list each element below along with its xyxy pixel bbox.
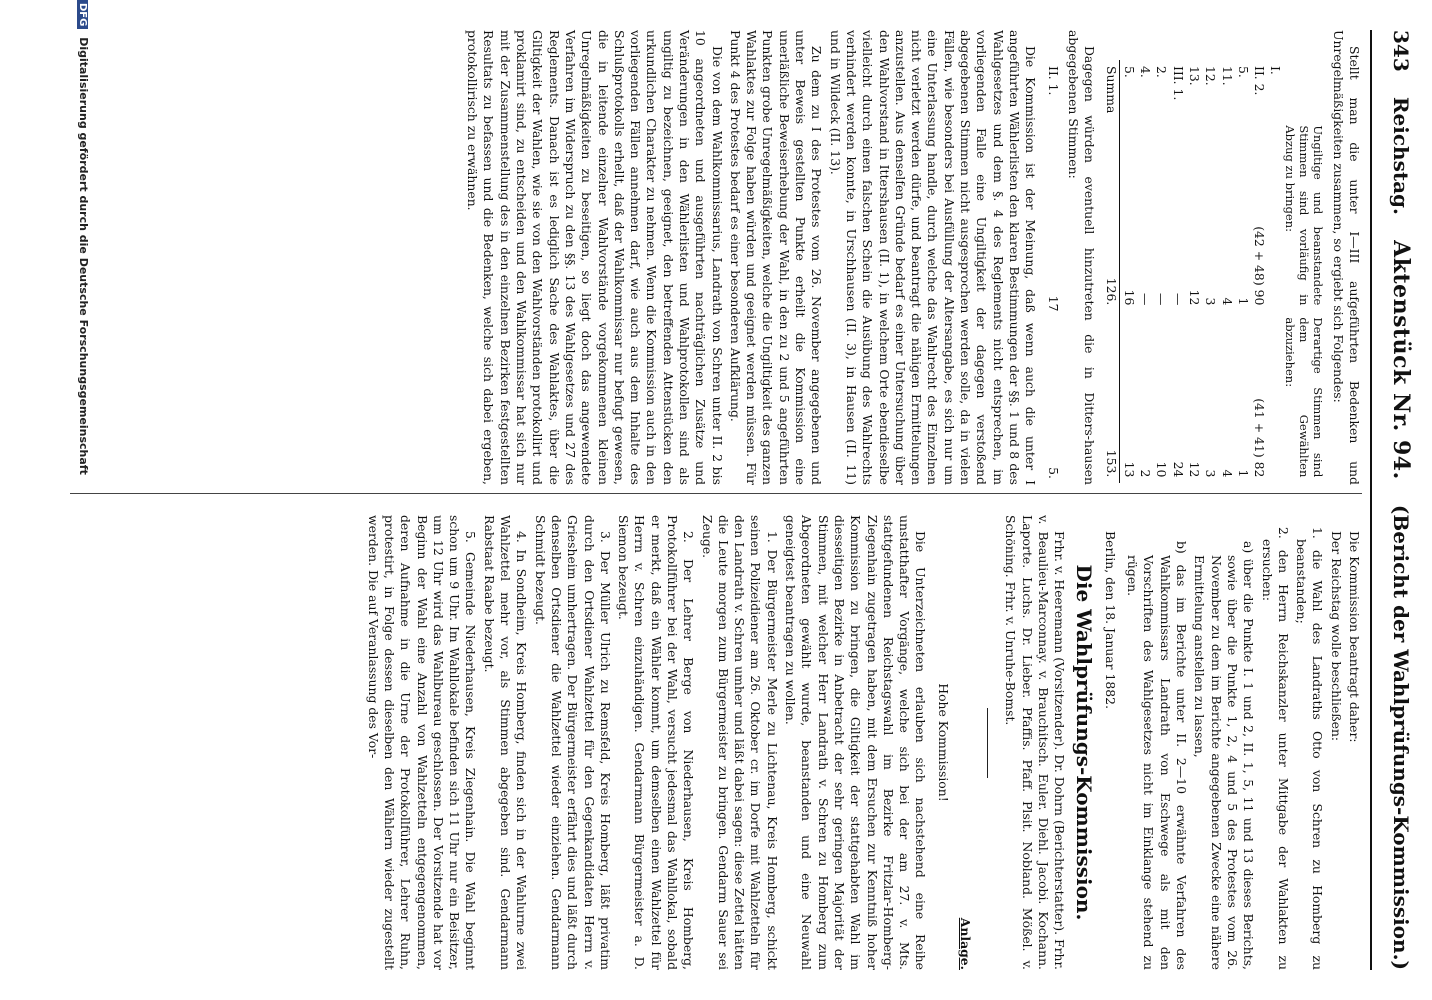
table-row: II. 1. 17 5. [1045, 66, 1061, 479]
paragraph: Stellt man die unter I—III aufgeführten Bedenken und Unregelmäßigkeiten zusammen, so ergiebt sich Folgendes: [1330, 30, 1362, 485]
paragraph: 5. Gemeinde Niederhausen, Kreis Ziegenhain. Die Wahl beginnt schon um 9 Uhr. Im Wahllokale befinden sich 11 Uhr nur ein Beisitzer, um 12 Uhr wird das Wahlbureau geschlossen. Der Vorsitzende hat vor Beginn der Wahl eine Anzahl von Wahlzetteln entgegengenommen, deren Aufnahme in die Urne der Protokollführer, Lehrer Ruhn, protestirt, in Folge dessen dieselben den Wählern wieder zugestellt werden. Die auf Veranlassung des Vor- [365, 515, 479, 970]
page-header [1380, 30, 1414, 970]
dfg-logo: DFG [77, 0, 88, 29]
list-item: 1. die Wahl des Landraths Otto von Schren zu Homberg zu beanstanden; [1294, 527, 1326, 970]
paragraph: 2. Der Lehrer Berge von Niederhausen, Kreis Homberg, Protokollführer bei der Wahl, versucht jedesmal das Wahllokal, sobald er merkt, daß ein Wähler kommt, um demselben einen Wahlzettel für Herrn v. Schren einzuhändigen. Gendarmann Bürgermeister a. D. Siemon bezeugt. [616, 515, 697, 970]
table-row: III. 1. — 24 [1170, 66, 1186, 478]
paragraph: Die Kommission beantragt daher: [1347, 531, 1362, 743]
paragraph: 1. Der Bürgermeister Merle zu Lichtenau, Kreis Homberg, schickt seinen Polizeidiener am 26. Oktober cr. im Dorfe mit Wahlzetteln für den Landrath v. Schren umher und läßt dabei sagen: diese Zettel hätten die Leute morgen zum Bürgermeister zu bringen. Gendarm Sauer sei Zeuge. [699, 515, 780, 970]
list-item: a) über die Punkte I. 1 und 2, II. 1, 5, 11 und 13 dieses Berichts, sowie über die Punkte 1, 2, 4 und 5 des Protestes vom 26. November zu dem im Berichte angegebenen Zwecke eine nähere Ermittelung anstellen zu lassen, [1192, 541, 1257, 970]
tally-head [1283, 60, 1325, 483]
tally-table-2 [1044, 60, 1060, 485]
table-row: 4. — 2 [1138, 66, 1154, 478]
paragraph: 3. Der Müller Ulrich zu Remsfeld, Kreis Homberg, läßt privatim durch den Ortsdiener Wahlzettel für den Gegenkandidaten Herrn v. Griesheim umhertragen. Der Bürgermeister erfährt dies und läßt durch denselben Ortsdiener die Wahlzettel wieder einziehen. Gendarmann Schmidt bezeugt. [532, 515, 613, 970]
table-row: I. [1268, 66, 1284, 75]
left-column [462, 30, 1362, 485]
page-number: 343 [1389, 30, 1413, 72]
paragraph: Der Reichstag wolle beschließen: [1328, 531, 1344, 742]
table-row: 2. — 10 [1154, 66, 1170, 478]
appendix-heading: Anlage. [958, 917, 974, 970]
column-divider [70, 493, 1362, 494]
paragraph: Die von dem Wahlkommissarius, Landrath von Schren unter II. 2 bis 10 angeordneten und ausgeführten nachträglichen Zusätze und Veränderungen in den Wählerlisten und Wahlprotokollen sind als ungiltig zu bezeichnen, geeignet, den betreffenden Attenstücken den urkundlichen Charakter zu nehmen. Wenn die Kommission auch in den vorliegenden Fällen annehmen darf, wie auch aus dem Inhalte des Schlußprotokolls erhellt, daß der Wahlkommissar nur befugt gewesen, die in leitende einzelner Wahlvorstände vorgekommenen kleinen Unregelmäßigkeiten zu beseitigen, so liegt doch das angewendete Verfahren im Widerspruch zu den §§. 13 des Wahlgesetzes und 27 des Reglements. Danach ist es lediglich Sache des Wahlaktes, über die Giltigkeit der Wahlen, wie sie von den Wahlvorständen protokollirt und proklamirt sind, zu entscheiden und den Wahlkommissar hat sich nur mit der Zusammenstellung des in den einzelnen Bezirken festgestellten Resultats zu befassen und die Bedenken, welche sich dabei ergeben, protokollirisch zu erwähnen. [465, 30, 725, 485]
header-left: Reichstag. [1389, 96, 1413, 215]
table-row: 11. 4 4 [1219, 66, 1235, 478]
header-right: (Bericht der Wahlprüfungs-Kommission.) [1389, 504, 1413, 970]
sum-row: Summa 126. 153. [1103, 60, 1120, 483]
paragraph: Die Kommission ist der Meinung, daß wenn auch die unter I angeführten Wählerlisten den klaren Bestimmungen der §§. 1 und 8 des Wahlgesetzes und dem §. 4 des Reglements nicht entsprechen, im vorliegenden Falle eine Ungiltigkeit der dagegen verstoßend abgegebenen Stimmen nicht ausgesprochen werden solle, da in vielen Fällen, wie besonders bei Ausfüllung der Altersangabe, es sich nur um eine Unterlassung handle, durch welche das Wahlrecht des Einzelnen nicht verletzt werden dürfe, und beantragt die nähigen Ermittelungen anzustellen. Aus denselfen Gründe bedarf es einer Untersuchung über den Wahlvorstand in Ittershausen (II. 1), in welchem Orte ebendieselbe vielleicht durch einen falschen Schein die Ausübung des Wahlrechts verhindert werden konnte, in Urschhausen (II. 3), in Hausen (II. 11) und in Wildeck (II. 13). [827, 30, 1039, 485]
table-row: 13. 12 12 [1186, 66, 1202, 478]
digitization-credit [68, 0, 90, 1000]
table-row: II. 2. (42 + 48) 90 (41 + 41) 82 [1252, 66, 1268, 478]
table-row: 12. 3 3 [1203, 66, 1219, 478]
date-line: Berlin, den 18. Januar 1882. [1102, 531, 1118, 710]
header-rule [1370, 30, 1372, 970]
table-row: 5. 1 1 [1235, 66, 1251, 478]
list-item: 2. den Herrn Reichskanzler unter Mittgabe der Wahlakten zu ersuchen: [1259, 527, 1291, 970]
members-list: Frhr. v. Heeremann (Vorsitzender). Dr. Dohrn (Berichterstatter). Frhr. v. Beaulieu-Marconnay. v. Brauchitsch. Euler. Diehl. Jacobi. Kochann. Laporte. Luchs. Dr. Lieber. Pfaffis. Pfaff. Plsit. Nobland. Mößel. v. Schöning. Frhr. v. Unruhe-Bomst. [1003, 515, 1068, 970]
paragraph: 4. In Sondheim, Kreis Homberg, finden sich in der Wahlurne zwei Wahlzettel mehr vor, als Stimmen abgegeben sind. Gendarmann Rabstaat Raabe bezeugt. [481, 515, 530, 970]
document-title: Aktenstück Nr. 94. [1388, 240, 1414, 480]
short-rule [987, 708, 988, 778]
paragraph: Die Unterzeichneten erlauben sich nachstehend eine Reihe unstatthafter Vorgänge, welche sich bei der am 27. v. Mts. stattgefundenen Reichstagswahl im Bezirke Fritzlar-Homberg-Ziegenhain zugetragen haben, mit dem Ersuchen zur Kenntniß hoher Kommission zu bringen, die Giltigkeit der stattgehabten Wahl im diesseitigen Bezirke in Anbetracht der sehr geringen Majorität der Stimmen, mit welcher Herr Landrath v. Schren zu Homberg zum Abgeordneten gewählt wurde, beanstanden und eine Neuwahl geneigtest beantragen zu wollen. [783, 515, 929, 970]
list-item: b) das im Berichte unter II. 2—10 erwähnte Verfahren des Wahlkommissars Landrath von Eschwege als mit den Vorschriften des Wahlgesetzes nicht im Einklange stehend zu rügen. [1125, 541, 1190, 970]
right-column [362, 515, 1362, 970]
paragraph: Dagegen würden eventuell hinzutreten die in Ditters-hausen abgegebenen Stimmen: [1065, 30, 1098, 485]
table-row: 5. 16 13 [1121, 66, 1137, 478]
column-b-head: Derartige Stimmen sind dem Gewählten abzuziehen: [1283, 317, 1326, 478]
credit-text: Digitalisierung gefördert durch die Deutsche Forschungsgemeinschaft [77, 37, 90, 475]
column-a-head: Ungiltige und beanstandete Stimmen sind vorläufig in Abzug zu bringen: [1283, 125, 1326, 306]
paragraph: Zu dem zu I des Protestes vom 26. November angegebenen und unter Beweis gestellten Punkte erheilt die Kommission eine unerläßliche Beweiserhebung der Wahl, in den zu 2 und 5 angeführten Punkten grobe Unregelmäßigkeiten, welche die Ungiltigkeit des ganzen Wahlaktes zur Folge haben würden und geeignet werden müssen. Für Punkt 4 des Protestes bedarf es einer besonderen Aufklärung. [727, 30, 825, 485]
commission-title: Die Wahlprüfungs-Kommission. [1071, 564, 1096, 921]
salutation: Hohe Kommission! [935, 683, 951, 802]
tally-table [1103, 60, 1325, 483]
